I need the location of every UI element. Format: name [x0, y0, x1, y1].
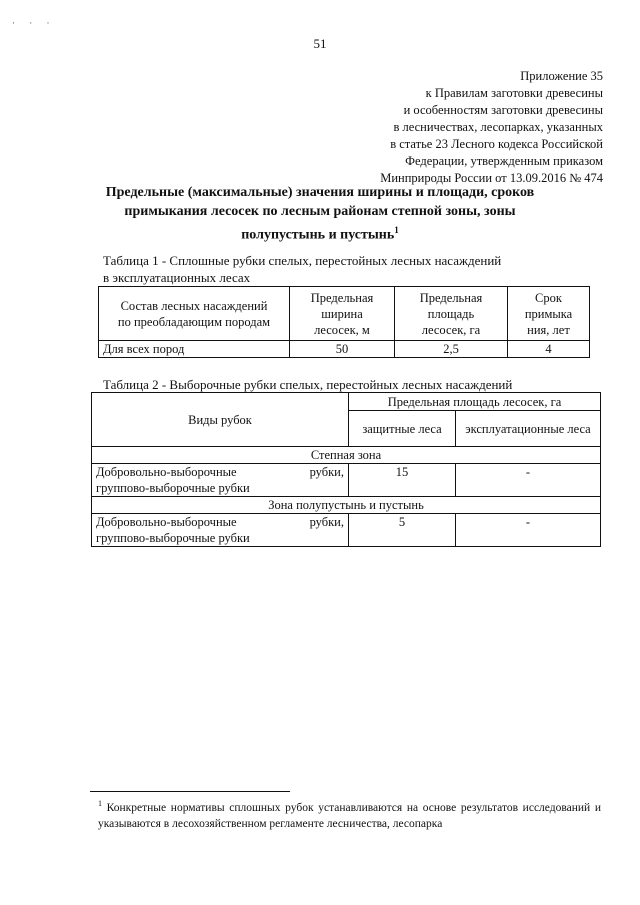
header-cell: Предельная площадь лесосек, га [349, 393, 601, 411]
appendix-line: к Правилам заготовки древесины [425, 86, 603, 100]
cutting-type-cell: Добровольно-выборочные рубки, группово-выборочные рубки [92, 464, 349, 497]
table-cell: - [456, 464, 601, 497]
table-cell: 5 [349, 514, 456, 547]
page-number: 51 [313, 36, 327, 51]
table2-caption: Таблица 2 - Выборочные рубки спелых, перестойных лесных насаждений [103, 377, 513, 392]
title-line: Предельные (максимальные) значения ширины и площади, сроков [105, 185, 535, 200]
table-cell: Для всех пород [99, 341, 290, 358]
appendix-line: Минприроды России от 13.09.2016 № 474 [380, 171, 603, 185]
table-cell: 2,5 [395, 341, 508, 358]
cutting-type-cell: Добровольно-выборочные рубки, группово-выборочные рубки [92, 514, 349, 547]
header-cell: Срок примыка ния, лет [508, 287, 590, 341]
table1-caption: Таблица 1 - Сплошные рубки спелых, перестойных лесных насаждений в эксплуатационных лесах [103, 253, 502, 285]
footnote-marker: 1 [98, 799, 102, 808]
table2-selective-cuttings [91, 392, 601, 547]
table1-clear-cuttings [98, 286, 590, 358]
table-row [92, 464, 601, 497]
footnote-ref: 1 [394, 225, 399, 235]
title-line: примыкания лесосек по лесным районам степной зоны, зоны [124, 204, 516, 219]
header-cell: Предельная ширина лесосек, м [290, 287, 395, 341]
zone-heading: Зона полупустынь и пустынь [92, 497, 601, 514]
table-row [99, 341, 590, 358]
scan-artifact: · · · [12, 18, 56, 28]
header-cell: Предельная площадь лесосек, га [395, 287, 508, 341]
appendix-reference [303, 68, 603, 187]
footnote-text: Конкретные нормативы сплошных рубок устанавливаются на основе результатов исследований и указываются в лесохозяйственном регламенте лесничества, лесопарка [98, 801, 602, 830]
footnote [98, 796, 601, 832]
section-row [92, 447, 601, 464]
appendix-line: в статье 23 Лесного кодекса Российской [390, 137, 603, 151]
appendix-line: в лесничествах, лесопарках, указанных [393, 120, 603, 134]
title-line: полупустынь и пустынь$^1$ [241, 225, 399, 243]
header-cell: Виды рубок [92, 393, 349, 447]
table-cell: - [456, 514, 601, 547]
zone-heading: Степная зона [92, 447, 601, 464]
table-header-row [99, 287, 590, 341]
table-cell: 50 [290, 341, 395, 358]
appendix-line: Приложение 35 [520, 69, 603, 83]
table-header-row [92, 393, 601, 411]
footnote-divider [90, 791, 290, 792]
table-cell: 15 [349, 464, 456, 497]
header-cell: эксплуатационные леса [456, 411, 601, 447]
appendix-line: и особенностям заготовки древесины [403, 103, 603, 117]
table-row [92, 514, 601, 547]
document-title [90, 183, 550, 245]
header-cell: Состав лесных насаждений по преобладающим породам [99, 287, 290, 341]
table-cell: 4 [508, 341, 590, 358]
header-cell: защитные леса [349, 411, 456, 447]
section-row [92, 497, 601, 514]
appendix-line: Федерации, утвержденным приказом [405, 154, 603, 168]
